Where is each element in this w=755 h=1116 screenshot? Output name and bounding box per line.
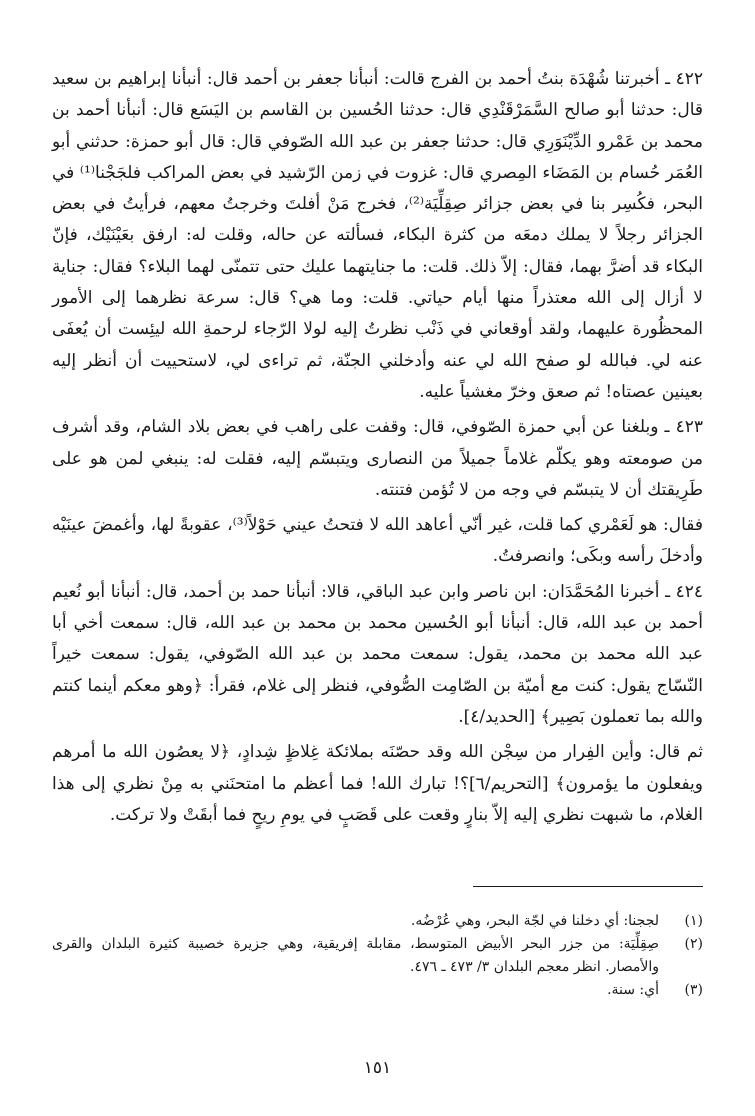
paragraph-423-continued: فقال: هو لَعَمْري كما قلت، غير أنّي أعاهد الله لا فتحتُ عيني حَوْلاً⁽³⁾، عقوبةً لها، وأغمضَ عينَيْه وأدخلَ رأسه وبكَى؛ وانصرفتُ.	[52, 515, 703, 567]
footnote-text: صِقِلِّيَة: من جزر البحر الأبيض المتوسط، مقابلة إفريقية، وهي جزيرة خصيبة كثيرة البلدان والقرى والأمصار. انظر معجم البلدان ٣/ ٤٧٣ ـ ٤٧٦.	[52, 936, 659, 975]
footnotes	[52, 910, 703, 1002]
footnote-number: (١)	[684, 913, 703, 929]
page-number: ١٥١	[363, 1058, 392, 1078]
paragraph-424-continued: ثم قال: وأين الفِرار من سِجْن الله وقد حصّنَه بملائكة غِلاظٍ شِدادٍ، ﴿لا يعصُون الله ما أمرهم ويفعلون ما يؤمرون﴾ [التحريم/٦]؟! تبارك الله! فما أعظم ما امتحنَني به مِنْ نظري إلى هذا الغلام، ما شبهت نظري إليه إلاّ بنارٍ وقعت على قَصَبٍ في يومِ ريحٍ فما أبقَتْ ولا تركت.	[52, 742, 703, 825]
footnote-text: أي: سنة.	[607, 982, 659, 998]
paragraph-422: ٤٢٢ ـ أخبرتنا شُهْدَة بنتُ أحمد بن الفرج قالت: أنبأنا جعفر بن أحمد قال: أنبأنا إبراهيم بن سعيد قال: حدثنا أبو صالح السَّمَرْقَنْدِي قال: حدثنا الحُسين بن القاسم بن اليَسَع قال: أنبأنا أحمد بن محمد بن عَمْرو الدِّيْنَوَرِي قال: حدثنا جعفر بن عبد الله الصّوفي قال: قال أبو حمزة: حدثني أبو العُمَر حُسام بن المَضَاء المِصري قال: غزوت في زمن الرّشيد في بعض المراكب فلجَجْنا⁽¹⁾ في البحر، فكُسِر بنا في بعض جزائر صِقِلِّيَة⁽²⁾، فخرج مَنْ أفلتَ وخرجتُ معهم، فرأيتُ في بعض الجزائر رجلاً لا يملك دمعَه من كثرة البكاء، فسألته عن حاله، وقلت له: ارفق بعَيْنَيْك، فإنّ البكاء قد أضرَّ بهما، فقال: إلاّ ذلك. قلت: ما جنايتهما عليك حتى تتمنّى لهما البلاء؟ فقال: جناية لا أزال إلى الله معتذراً منها أيام حياتي. قلت: وما هي؟ قال: سرعة نظرهما إلى الأمور المحظُورة عليهما، ولقد أوقعاني في ذَنْب نظرتُ إليه لولا الرّجاء لرحمةِ الله ليئِست أن يُعفَى عنه لي. فبالله لو صفح الله لي عنه وأدخلني الجنّة، ثم تراءى لي، لاستحييت أن أنظر إليه بعينين عصتاه! ثم صعق وخرّ مغشياً عليه.	[52, 69, 703, 402]
footnote-item	[52, 933, 703, 979]
footnote-text: لججنا: أي دخلنا في لجّة البحر، وهي عُرْضُه.	[410, 913, 659, 929]
footnote-divider	[473, 886, 703, 887]
paragraph-424: ٤٢٤ ـ أخبرنا المُحَمَّدَان: ابن ناصر وابن عبد الباقي، قالا: أنبأنا حمد بن أحمد، قال: أنبأنا أبو نُعيم أحمد بن عبد الله، قال: أنبأنا أبو الحُسين محمد بن محمد بن عبد الله، قال: سمعت أخي أبا عبد الله محمد بن محمد، يقول: سمعت محمد بن عبد الله الصّوفي، يقول: سمعت خيراً النّسّاج يقول: كنت مع أميّة بن الصّامِت الصُّوفي، فنظر إلى غلام، فقرأ: ﴿وهو معكم أينما كنتم والله بما تعملون بَصِير﴾ [الحديد/٤].	[52, 581, 703, 727]
footnote-item	[52, 910, 703, 933]
footnote-number: (٢)	[684, 936, 703, 952]
footnote-item	[52, 979, 703, 1002]
paragraph-423: ٤٢٣ ـ وبلغنا عن أبي حمزة الصّوفي، قال: وقفت على راهب في بعض بلاد الشام، وقد أشرف من صومعته وهو يكلّم غلاماً جميلاً من النصارى ويتبسّم إليه، فقلت له: ينبغي لمن هو على طَرِيقتك أن لا يتبسّم في وجه من لا تُؤمن فتنته.	[52, 417, 703, 500]
footnote-number: (٣)	[684, 982, 703, 998]
